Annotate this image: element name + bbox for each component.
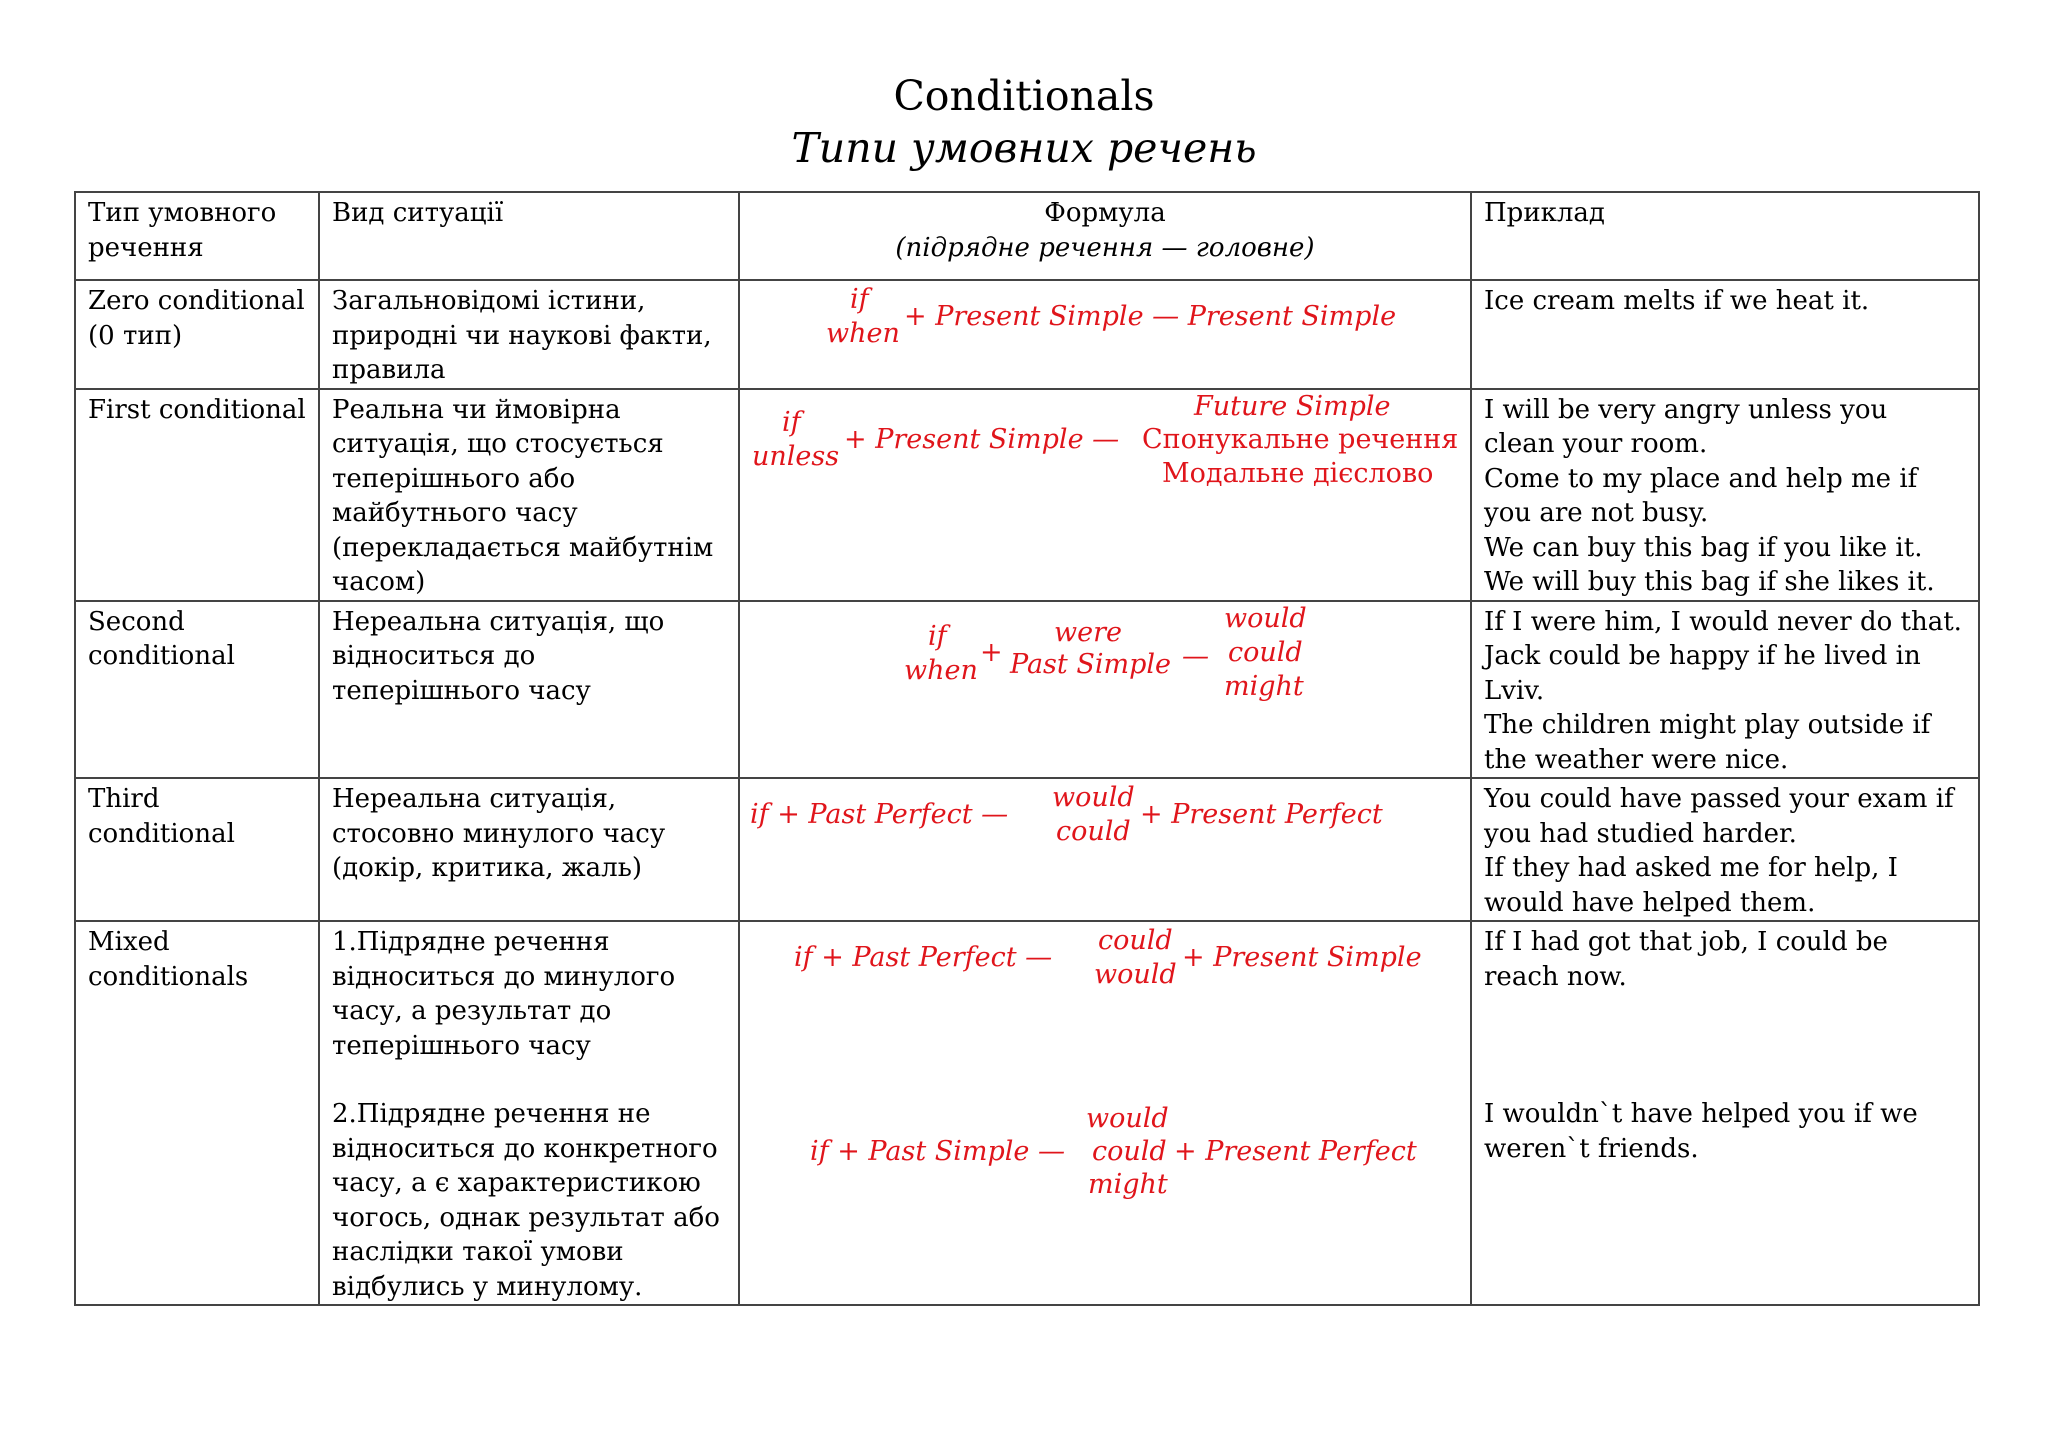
- formula-modal-could: could: [1056, 816, 1131, 847]
- formula-past-simple: Past Simple: [1010, 648, 1171, 680]
- row-examples: [1472, 922, 1978, 1166]
- example-line: The children might play outside if the weather were nice.: [1484, 710, 1931, 775]
- formula-modal-might: might: [1224, 670, 1304, 702]
- formula-2-right: + Present Perfect: [1174, 1136, 1417, 1167]
- example-line: If I were him, I would never do that.: [1484, 606, 1962, 637]
- row-examples: [1472, 390, 1978, 600]
- formula-option-modal: Модальне дієслово: [1162, 457, 1434, 489]
- formula-2-left: if + Past Simple —: [810, 1136, 1065, 1167]
- formula-unless: unless: [752, 440, 840, 472]
- row-formula: [739, 389, 1471, 601]
- formula-modal-could: could: [1228, 636, 1303, 668]
- table-row: [75, 280, 1979, 389]
- formula-left: if + Past Perfect —: [750, 799, 1009, 830]
- row-situation: Нереальна ситуація, стосовно минулого часу (докір, критика, жаль): [332, 784, 666, 883]
- formula-main: + Present Simple —: [844, 423, 1120, 455]
- formula-when: when: [904, 654, 978, 686]
- formula-1-modal-could: could: [1098, 925, 1173, 956]
- formula-if: if: [850, 284, 869, 315]
- formula-2-modal-could: could: [1092, 1136, 1167, 1167]
- formula-if: if: [782, 406, 801, 438]
- conditionals-table: [74, 191, 1980, 1306]
- row-situation: Нереальна ситуація, що відноситься до теперішнього часу: [332, 606, 665, 706]
- formula-plus: +: [980, 636, 1003, 668]
- row-formula: [739, 601, 1471, 779]
- formula-option-future: Future Simple: [1194, 390, 1391, 422]
- row-formula: [739, 921, 1471, 1305]
- row-situation: [320, 922, 738, 1304]
- formula-1-modal-would: would: [1094, 959, 1177, 990]
- formula-modal-would: would: [1224, 602, 1307, 634]
- page-title: Conditionals: [893, 72, 1155, 120]
- formula-dash: —: [1182, 640, 1209, 672]
- row-type: Third conditional: [88, 784, 235, 849]
- header-type: Тип умовного речення: [88, 198, 277, 263]
- formula-2-modal-would: would: [1086, 1103, 1169, 1134]
- row-formula: [739, 778, 1471, 921]
- table-row: [75, 389, 1979, 601]
- situation-mixed-1: 1.Підрядне речення відноситься до минулого часу, а результат до теперішнього часу: [332, 927, 676, 1061]
- row-type: Mixed conditionals: [88, 927, 249, 992]
- example-line: Come to my place and help me if you are not busy.: [1484, 463, 1918, 528]
- formula-modal-would: would: [1052, 782, 1135, 813]
- table-row: [75, 921, 1979, 1305]
- example-line: You could have passed your exam if you had studied harder.: [1484, 784, 1954, 849]
- table-row: [75, 778, 1979, 921]
- formula-were: were: [1054, 616, 1122, 648]
- row-examples: [1472, 779, 1978, 920]
- page-subtitle: Типи умовних речень: [791, 124, 1257, 172]
- formula-1-right: + Present Simple: [1182, 942, 1422, 973]
- example-line: Jack could be happy if he lived in Lviv.: [1484, 641, 1921, 706]
- header-formula: [740, 193, 1470, 265]
- table-row: [75, 601, 1979, 779]
- formula-right: + Present Perfect: [1140, 799, 1383, 830]
- formula-if: if: [928, 620, 947, 652]
- example-mixed-1: If I had got that job, I could be reach now.: [1484, 927, 1888, 992]
- row-example: Ice cream melts if we heat it.: [1484, 286, 1870, 316]
- formula-2-modal-might: might: [1088, 1169, 1168, 1200]
- table-header-row: [75, 192, 1979, 280]
- formula-option-imperative: Спонукальне речення: [1142, 423, 1459, 455]
- situation-mixed-2: 2.Підрядне речення не відноситься до конкретного часу, а є характеристикою чогось, однак результат або наслідки такої умови відбулись у минулому.: [332, 1099, 720, 1302]
- formula-main: + Present Simple — Present Simple: [904, 301, 1397, 332]
- example-line: I will be very angry unless you clean your room.: [1484, 394, 1888, 459]
- header-situation: Вид ситуації: [332, 198, 504, 228]
- example-line: We can buy this bag if you like it.: [1484, 532, 1923, 563]
- row-situation: Реальна чи ймовірна ситуація, що стосується теперішнього або майбутнього часу (перекладається майбутнім часом): [332, 394, 714, 597]
- formula-1-left: if + Past Perfect —: [794, 942, 1053, 973]
- header-example: Приклад: [1484, 198, 1605, 228]
- row-formula: [739, 280, 1471, 389]
- row-type: Zero conditional (0 тип): [88, 286, 305, 351]
- row-examples: [1472, 602, 1978, 778]
- row-type: First conditional: [88, 394, 306, 425]
- example-line: If they had asked me for help, I would have helped them.: [1484, 853, 1898, 918]
- example-line: We will buy this bag if she likes it.: [1484, 567, 1935, 597]
- header-formula-label: Формула: [1044, 198, 1166, 228]
- row-type: Second conditional: [88, 606, 235, 671]
- example-mixed-2: I wouldn`t have helped you if we weren`t friends.: [1484, 1099, 1918, 1164]
- header-formula-note: (підрядне речення — головне): [895, 232, 1315, 263]
- row-situation: Загальновідомі істини, природні чи наукові факти, правила: [332, 286, 712, 385]
- formula-when: when: [826, 318, 900, 349]
